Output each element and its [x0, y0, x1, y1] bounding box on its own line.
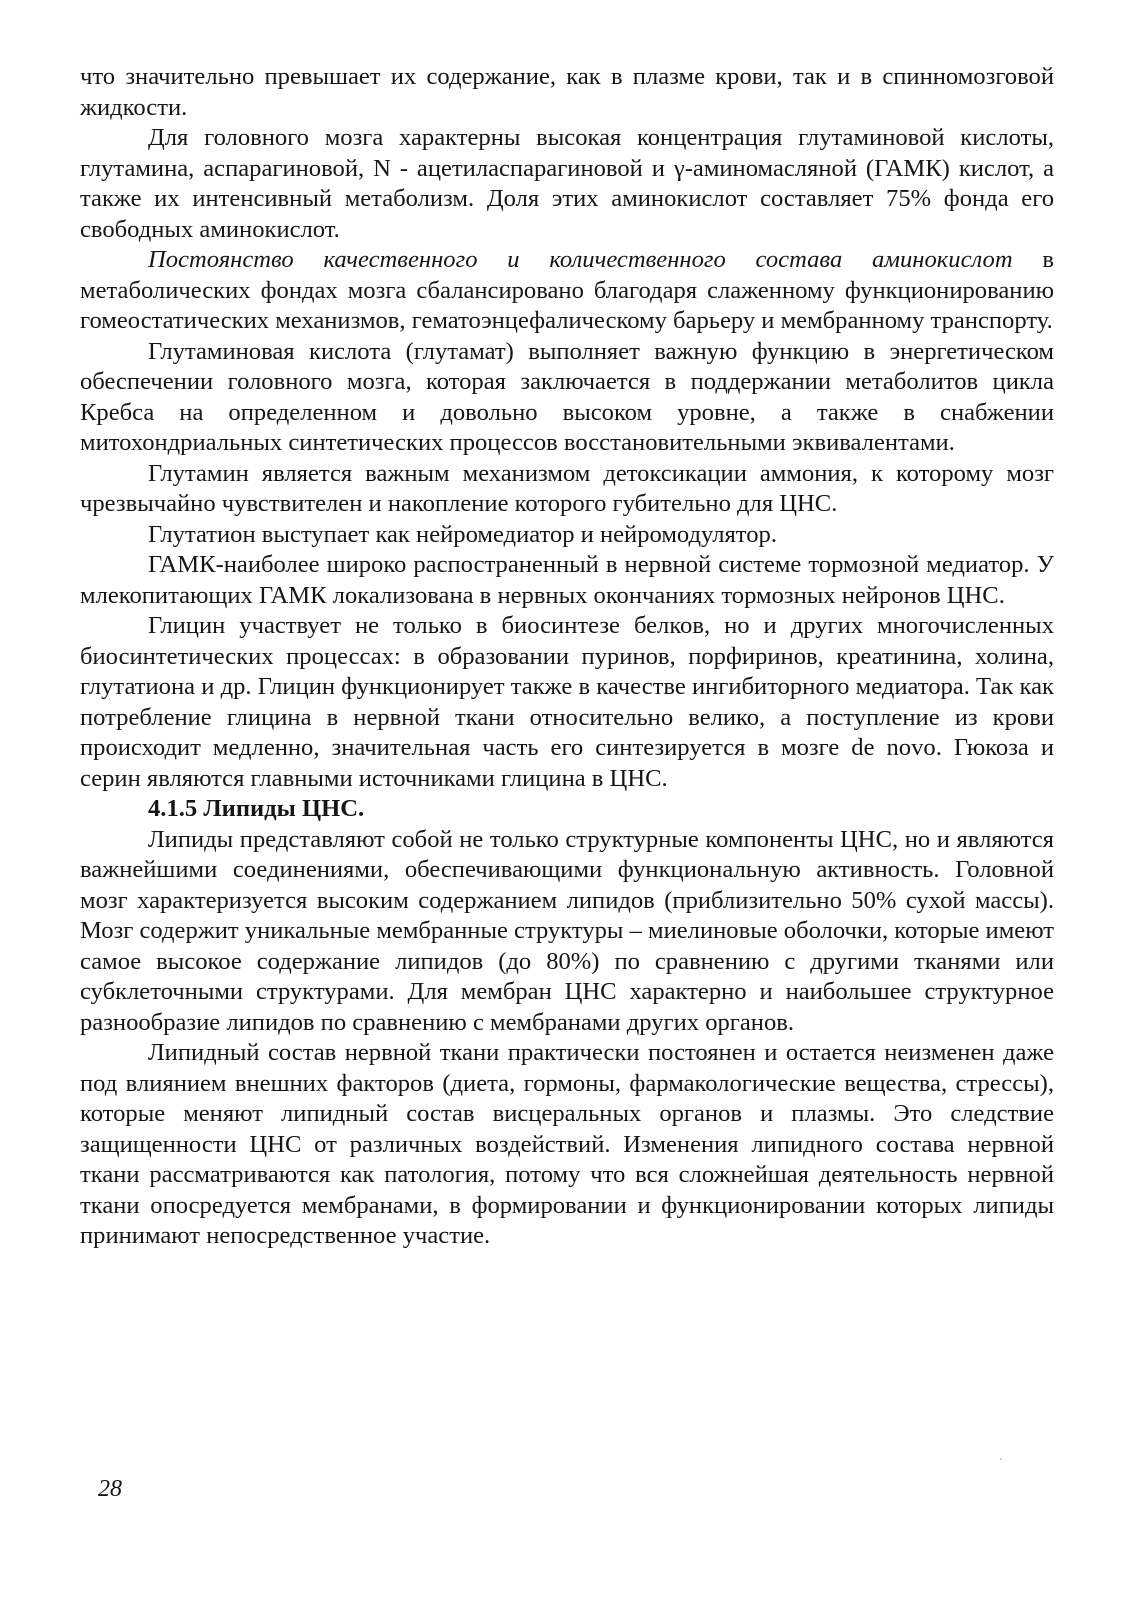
paragraph-glutamate: Глутаминовая кислота (глутамат) выполняет важную функцию в энергетическом обеспечении головного мозга, которая заключается в поддержании метаболитов цикла Кребса на определенном и довольно высоком уровне, а также в снабжении митохондриальных синтетических процессов восстановительными эквивалентами.: [80, 337, 1054, 456]
paragraph-lipid-composition: Липидный состав нервной ткани практически постоянен и остается неизменен даже под влиянием внешних факторов (диета, гормоны, фармакологические вещества, стрессы), которые меняют липидный состав висцеральных органов и плазмы. Это следствие защищенности ЦНС от различных воздействий. Изменения липидного состава нервной ткани рассматриваются как патология, потому что вся сложнейшая деятельность нервной ткани опосредуется мембранами, в формировании и функционировании которых липиды принимают непосредственное участие.: [80, 1039, 1054, 1249]
paragraph-amino-acid-constancy: [80, 245, 1054, 337]
page-number: 28: [98, 1476, 122, 1502]
paragraph-amino-acids-concentration: Для головного мозга характерны высокая концентрация глутаминовой кислоты, глутамина, аспарагиновой, N - ацетиласпарагиновой и γ-аминомасляной (ГАМК) кислот, а также их интенсивный метаболизм. Доля этих аминокислот составляет 75% фонда его свободных аминокислот.: [80, 124, 1054, 243]
paragraph-lipids-intro: Липиды представляют собой не только структурные компоненты ЦНС, но и являются важнейшими соединениями, обеспечивающими функциональную активность. Головной мозг характеризуется высоким содержанием липидов (приблизительно 50% сухой массы). Мозг содержит уникальные мембранные структуры – миелиновые оболочки, которые имеют самое высокое содержание липидов (до 80%) по сравнению с другими тканями или субклеточными структурами. Для мембран ЦНС характерно и наибольшее структурное разнообразие липидов по сравнению с мембранами других органов.: [80, 825, 1054, 1036]
paragraph-text: в метаболических фондах мозга сбалансировано благодаря слаженному функционированию гомеостатических механизмов, гематоэнцефалическому барьеру и мембранному транспорту.: [80, 246, 1054, 334]
paragraph-gaba: ГАМК-наиболее широко распостраненный в нервной системе тормозной медиатор. У млекопитающих ГАМК локализована в нервных окончаниях тормозных нейронов ЦНС.: [80, 551, 1054, 609]
section-heading: 4.1.5 Липиды ЦНС.: [148, 795, 365, 822]
scan-speck: [1000, 1458, 1002, 1460]
italic-emphasis: Постоянство качественного и количественного состава аминокислот: [148, 246, 1013, 273]
paragraph-glutathione: Глутатион выступает как нейромедиатор и нейромодулятор.: [148, 520, 777, 548]
paragraph-glutamine: Глутамин является важным механизмом детоксикации аммония, к которому мозг чрезвычайно чувствителен и накопление которого губительно для ЦНС.: [80, 459, 1054, 517]
page-body: [80, 62, 1054, 1252]
paragraph-glycine: Глицин участвует не только в биосинтезе белков, но и других многочисленных биосинтетических процессах: в образовании пуринов, порфиринов, креатинина, холина, глутатиона и др. Глицин функционирует также в качестве ингибиторного медиатора. Так как потребление глицина в нервной ткани относительно велико, а поступление из крови происходит медленно, значительная часть его синтезируется в мозге de novo. Гюкоза и серин являются главными источниками глицина в ЦНС.: [80, 612, 1054, 792]
paragraph-continuation: что значительно превышает их содержание, как в плазме крови, так и в спинномозговой жидкости.: [80, 63, 1054, 121]
